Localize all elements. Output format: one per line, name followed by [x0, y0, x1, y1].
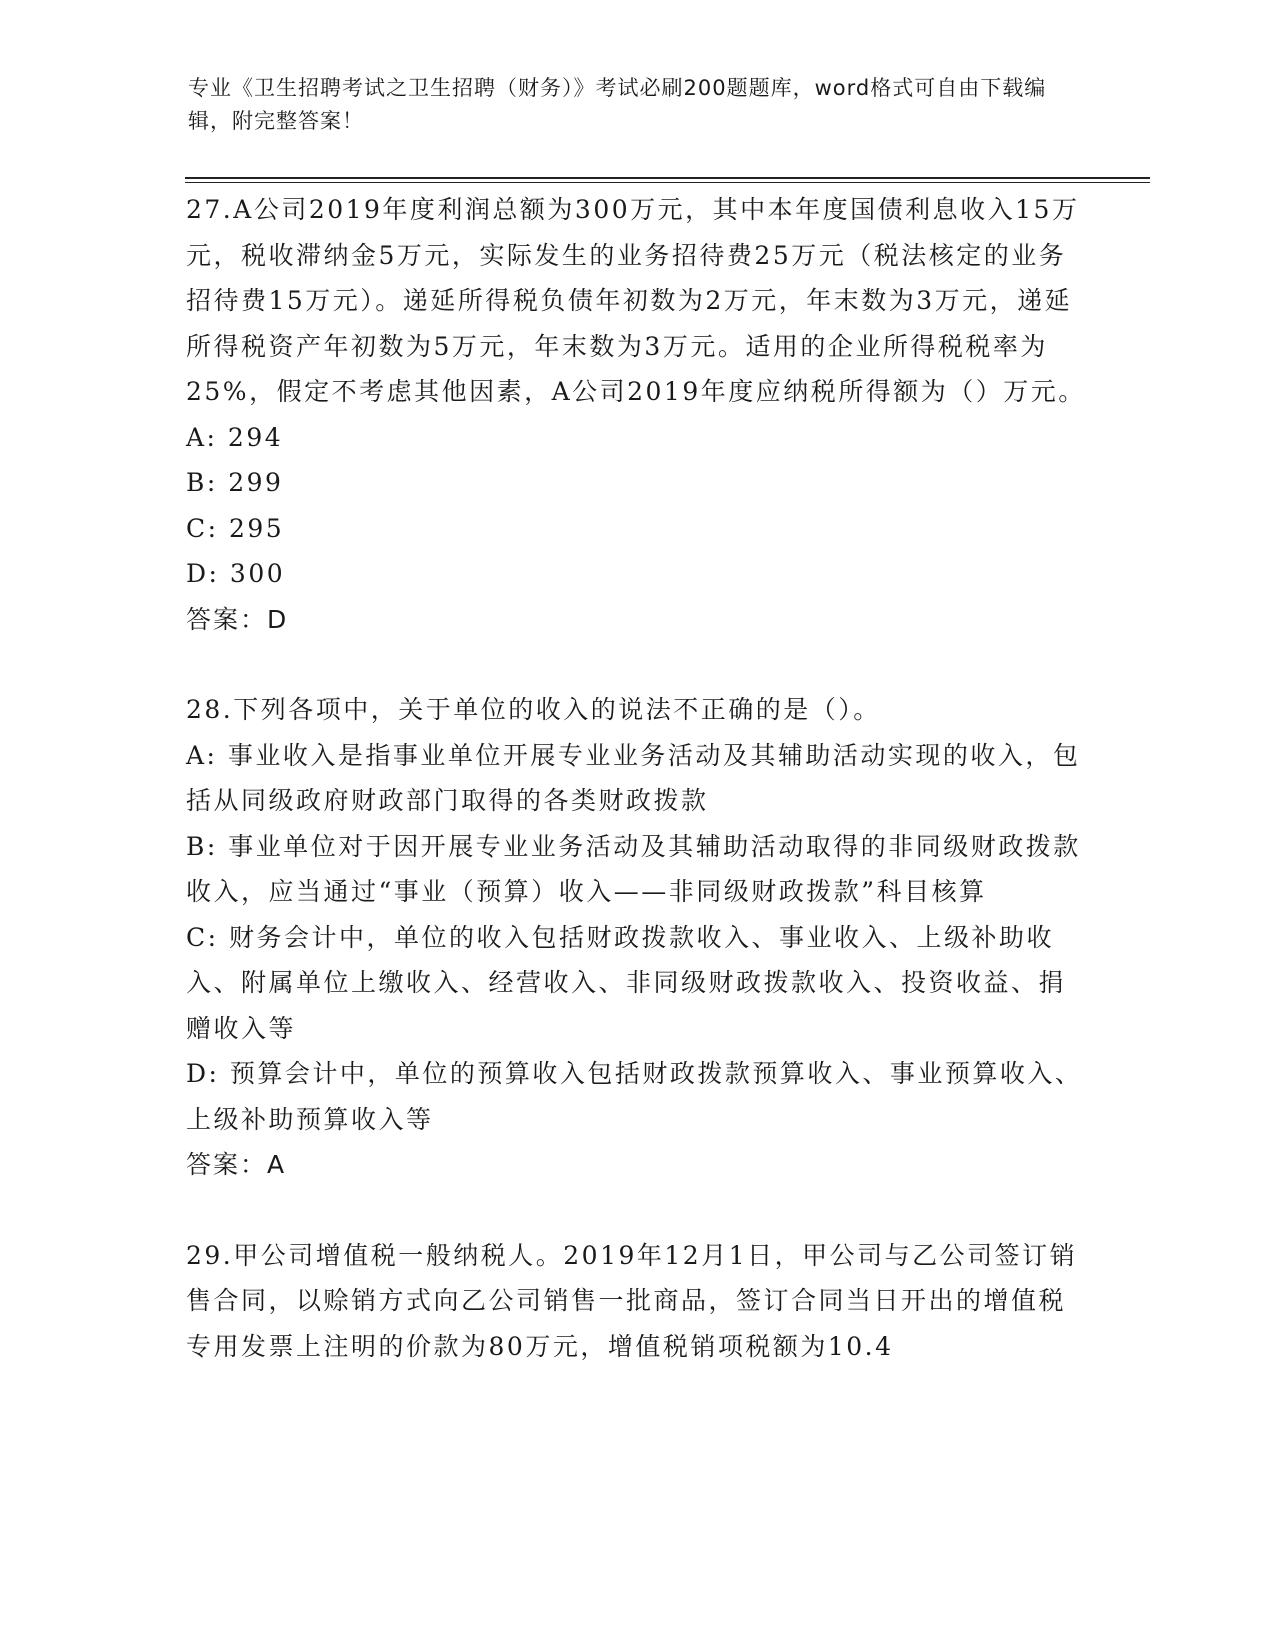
question-27 [186, 187, 1086, 642]
question-text: 27.A公司2019年度利润总额为300万元，其中本年度国债利息收入15万元，税收滞纳金5万元，实际发生的业务招待费25万元（税法核定的业务招待费15万元）。递延所得税负债年初数为2万元，年末数为3万元，递延所得税资产年初数为5万元，年末数为3万元。适用的企业所得税税率为25%，假定不考虑其他因素，A公司2019年度应纳税所得额为（）万元。 [186, 195, 1086, 406]
header-divider [185, 177, 1150, 183]
option-d: D: 预算会计中，单位的预算收入包括财政拨款预算收入、事业预算收入、上级补助预算收入等 [186, 1059, 1083, 1134]
option-d: D: 300 [186, 559, 286, 588]
option-b: B: 事业单位对于因开展专业业务活动及其辅助活动取得的非同级财政拨款收入，应当通过“事业（预算）收入——非同级财政拨款”科目核算 [186, 831, 1081, 906]
question-list [186, 187, 1086, 1369]
option-b: B: 299 [186, 468, 284, 497]
option-a: A: 294 [186, 422, 284, 452]
question-text: 29.甲公司增值税一般纳税人。2019年12月1日，甲公司与乙公司签订销售合同，以赊销方式向乙公司销售一批商品，签订合同当日开出的增值税专用发票上注明的价款为80万元，增值税销项税额为10.4 [186, 1240, 1078, 1361]
question-text: 28.下列各项中，关于单位的收入的说法不正确的是（）。 [186, 695, 881, 724]
answer: 答案：D [186, 604, 289, 634]
option-c: C: 财务会计中，单位的收入包括财政拨款收入、事业收入、上级补助收入、附属单位上缴收入、经营收入、非同级财政拨款收入、投资收益、捐赠收入等 [186, 922, 1067, 1043]
answer: 答案：A [186, 1150, 287, 1179]
option-a: A: 事业收入是指事业单位开展专业业务活动及其辅助活动实现的收入，包括从同级政府财政部门取得的各类财政拨款 [186, 740, 1081, 815]
question-29 [186, 1233, 1086, 1370]
header-title: 专业《卫生招聘考试之卫生招聘（财务）》考试必刷200题题库，word格式可自由下载编辑，附完整答案！ [188, 76, 1047, 133]
option-c: C: 295 [186, 513, 285, 543]
question-28 [186, 687, 1086, 1188]
spacer [186, 1188, 1086, 1233]
spacer [186, 642, 1086, 687]
